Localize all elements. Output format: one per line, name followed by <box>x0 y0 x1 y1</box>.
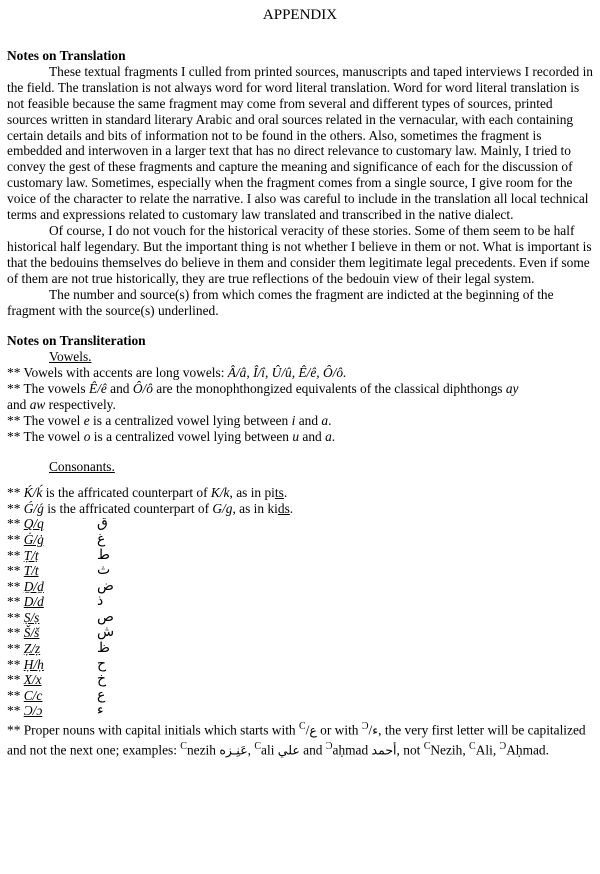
translation-paragraph-2: Of course, I do not vouch for the historical veracity of these stories. Some of them seem to be half historical half legendary. But the important thing is not whether I believe in them or not. What is important is that the bedouins themselves do believe in them and consider them legitimate legal precedents. Even if some of them are not true historically, they are true reflections of the bedouin view of their legal system. <box>7 222 592 286</box>
vowel-note-1: ** Vowels with accents are long vowels: Â/â, Î/î, Û/û, Ê/ê, Ô/ô. <box>7 365 347 381</box>
translation-paragraph-3: The number and source(s) from which comes the fragment are indicted at the beginning of the fragment with the source(s) underlined. <box>7 286 554 318</box>
table-row: ** Ḏ/ḏ ذ <box>7 593 104 610</box>
table-row: ** Š/š ش <box>7 624 115 641</box>
vowel-note-4: ** The vowel o is a centralized vowel lying between u and a. <box>7 428 336 444</box>
transliteration-heading: Notes on Transliteration <box>7 333 146 349</box>
consonants-heading: Consonants. <box>49 458 115 474</box>
document-page <box>7 0 593 874</box>
table-row: ** Ɔ/ɔ ء <box>7 702 104 719</box>
table-row: ** Ḏ/ḏ ض <box>7 577 114 594</box>
translation-paragraph-1: These textual fragments I culled from printed sources, manuscripts and taped interviews I recorded in the field. The translation is not always word for word literal translation. Word for word literal translation is not feasible because the same fragment may come from several and different types of sources, printed sources written in standard literary Arabic and oral sources related in the vernacular, with each containing certain details and bits of information not to be found in the others. Also, sometimes the fragment is embedded and interwoven in a larger text that has no direct relevance to customary law. Mainly, I tried to convey the gest of these fragments and capture the meaning and significance of each for the discussion of customary law. Sometimes, especially when the fragment comes from a single source, I give room for the voice of the character to relate the narrative. I also was careful to include in the translation all local technical terms and expressions related to customary law translated and transcribed in the native dialect. <box>7 63 593 223</box>
consonant-table <box>7 516 593 719</box>
table-row: ** C/c ع <box>7 686 106 703</box>
table-row: ** Ġ/ġ غ <box>7 530 106 547</box>
translation-heading: Notes on Translation <box>7 48 126 63</box>
proper-nouns-note: ** Proper nouns with capital initials which starts with $^C$/ع or with $^Ɔ$/ء, the very first letter will be capitalized and not the next one; examples: $^C$nezih عَنِـزه, $^C$ali علي and $^Ɔ$aḥmad أحمد, not $^C$Nezih, $^C$Ali, $^Ɔ$Aḥmad. <box>7 721 586 758</box>
table-row: ** X/x خ <box>7 671 107 688</box>
consonant-note-1: ** Ḱ/ḱ is the affricated counterpart of K/k, as in pits. <box>7 484 288 500</box>
vowels-heading: Vowels. <box>49 349 92 365</box>
vowel-note-3: ** The vowel e is a centralized vowel lying between i and a. <box>7 412 332 428</box>
page-title: APPENDIX <box>262 7 338 23</box>
table-row: ** Q/q ق <box>7 515 108 532</box>
table-row: ** Ṣ/ṣ ص <box>7 608 114 625</box>
consonant-note-2: ** Ǵ/ǵ is the affricated counterpart of G/g, as in kids. <box>7 500 294 516</box>
table-row: ** Ḥ/ḥ ح <box>7 655 107 672</box>
table-row: ** Ṯ/ṯ ث <box>7 562 111 579</box>
vowel-note-2: ** The vowels Ê/ê and Ô/ô are the monophthongized equivalents of the classical diphthongs ay and aw respectively. <box>7 381 519 413</box>
table-row: ** Ẓ/ẓ ظ <box>7 640 110 657</box>
table-row: ** Ṭ/ṭ ط <box>7 546 110 563</box>
